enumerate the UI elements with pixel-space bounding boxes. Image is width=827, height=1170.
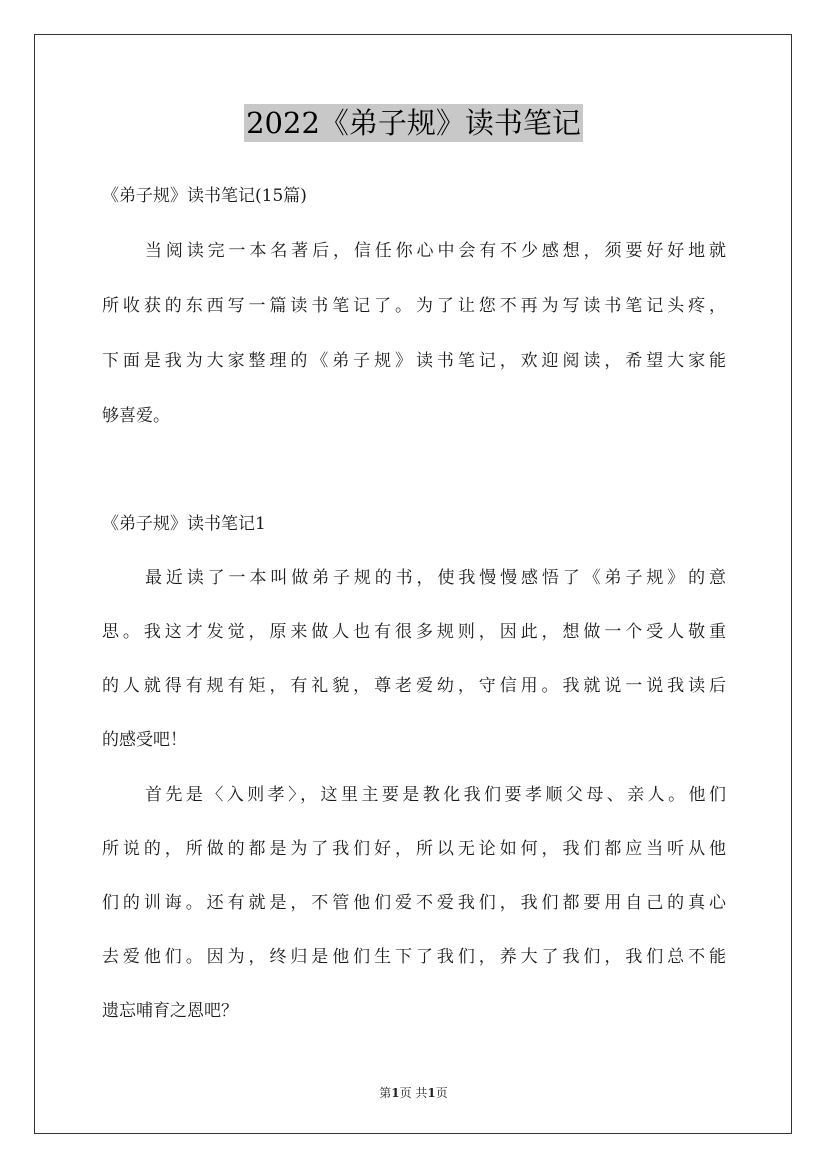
para1-line-1: 最近读了一本叫做弟子规的书，使我慢慢感悟了《弟子规》的意	[145, 568, 726, 588]
para2-line-5: 遗忘哺育之恩吧？	[102, 1001, 238, 1021]
intro-line-4: 够喜爱。	[102, 406, 170, 426]
footer-prefix: 第	[379, 1086, 392, 1100]
para1-line-2: 思。我这才发觉，原来做人也有很多规则，因此，想做一个受人敬重	[102, 622, 726, 642]
footer-page-current: 1	[391, 1086, 400, 1100]
title-container	[0, 104, 827, 142]
section-heading: 《弟子规》读书笔记1	[102, 514, 266, 534]
para2-line-1: 首先是〈入则孝〉，这里主要是教化我们要孝顺父母、亲人。他们	[145, 785, 726, 805]
para2-line-2: 所说的，所做的都是为了我们好，所以无论如何，我们都应当听从他	[102, 839, 726, 859]
intro-line-2: 所收获的东西写一篇读书笔记了。为了让您不再为写读书笔记头疼，	[102, 296, 726, 316]
page-footer	[0, 1084, 827, 1101]
para2-line-3: 们的训诲。还有就是，不管他们爱不爱我们，我们都要用自己的真心	[102, 893, 726, 913]
para2-line-4: 去爱他们。因为，终归是他们生下了我们，养大了我们，我们总不能	[102, 947, 726, 967]
footer-suffix: 页	[435, 1086, 448, 1100]
document-title: 2022《弟子规》读书笔记	[246, 106, 581, 140]
intro-line-3: 下面是我为大家整理的《弟子规》读书笔记，欢迎阅读，希望大家能	[102, 351, 726, 371]
para1-line-4: 的感受吧！	[102, 730, 187, 750]
footer-page-total: 1	[427, 1086, 436, 1100]
para1-line-3: 的人就得有规有矩，有礼貌，尊老爱幼，守信用。我就说一说我读后	[102, 676, 726, 696]
intro-line-1: 当阅读完一本名著后，信任你心中会有不少感想，须要好好地就	[145, 241, 726, 261]
footer-mid: 页 共	[399, 1086, 428, 1100]
document-subtitle: 《弟子规》读书笔记(15篇)	[102, 186, 307, 206]
